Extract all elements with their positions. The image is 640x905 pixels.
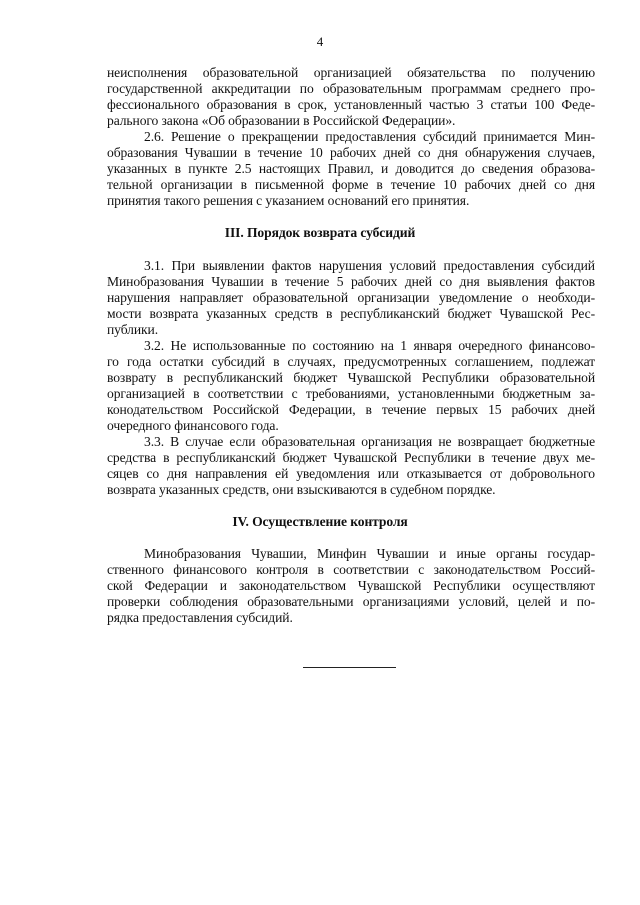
text-line: конодательством Российской Федерации, в течение первых 15 рабочих дней bbox=[107, 402, 595, 417]
text-line: неисполнения образовательной организацией обязательства по получению bbox=[107, 65, 595, 80]
text-line: Минобразования Чувашии в течение 5 рабочих дней со дня выявления фактов bbox=[107, 274, 595, 289]
text-line: возврата указанных средств, они взыскиваются в судебном порядке. bbox=[107, 482, 496, 497]
text-line: фессионального образования в срок, установленный частью 3 статьи 100 Феде- bbox=[107, 97, 595, 112]
text-line: организацией в соответствии с требованиями, установленными бюджетным за- bbox=[107, 386, 595, 401]
text-line: государственной аккредитации по образовательным программам среднего про- bbox=[107, 81, 595, 96]
text-line: го года остатки субсидий в случаях, предусмотренных соглашением, подлежат bbox=[107, 354, 595, 369]
text-line: Минобразования Чувашии, Минфин Чувашии и иные органы государ- bbox=[144, 546, 595, 561]
text-line: 3.1. При выявлении фактов нарушения условий предоставления субсидий bbox=[144, 258, 595, 273]
text-line: средства в республиканский бюджет Чувашской Республики в течение двух ме- bbox=[107, 450, 595, 465]
text-line: публики. bbox=[107, 322, 159, 337]
text-line: тельной организации в письменной форме в течение 10 рабочих дней со дня bbox=[107, 177, 595, 192]
text-line: 3.3. В случае если образовательная организация не возвращает бюджетные bbox=[144, 434, 595, 449]
text-line: нарушения направляет образовательной организации уведомление о необходи- bbox=[107, 290, 595, 305]
section-heading-return: III. Порядок возврата субсидий bbox=[224, 225, 416, 240]
text-line: возврату в республиканский бюджет Чувашской Республики образовательной bbox=[107, 370, 595, 385]
text-line: указанных в пункте 2.5 настоящих Правил, и доводится до сведения образова- bbox=[107, 161, 595, 176]
text-line: рального закона «Об образовании в Российской Федерации». bbox=[107, 113, 456, 128]
end-separator-line bbox=[303, 667, 396, 668]
text-line: рядка предоставления субсидий. bbox=[107, 610, 293, 625]
text-line: принятия такого решения с указанием оснований его принятия. bbox=[107, 193, 470, 208]
text-line: ской Федерации и законодательством Чувашской Республики осуществляют bbox=[107, 578, 595, 593]
text-line: ственного финансового контроля в соответствии с законодательством Россий- bbox=[107, 562, 595, 577]
text-line: 2.6. Решение о прекращении предоставления субсидий принимается Мин- bbox=[144, 129, 595, 144]
text-line: 3.2. Не использованные по состоянию на 1 января очередного финансово- bbox=[144, 338, 595, 353]
page-number: 4 bbox=[316, 34, 324, 49]
section-heading-control: IV. Осуществление контроля bbox=[232, 514, 408, 529]
text-line: проверки соблюдения образовательными организациями условий, целей и по- bbox=[107, 594, 595, 609]
text-line: сяцев со дня направления ей уведомления или отказывается от добровольного bbox=[107, 466, 595, 481]
text-line: очередного финансового года. bbox=[107, 418, 279, 433]
text-line: мости возврата указанных средств в республиканский бюджет Чувашской Рес- bbox=[107, 306, 595, 321]
text-line: образования Чувашии в течение 10 рабочих дней со дня обнаружения случаев, bbox=[107, 145, 595, 160]
